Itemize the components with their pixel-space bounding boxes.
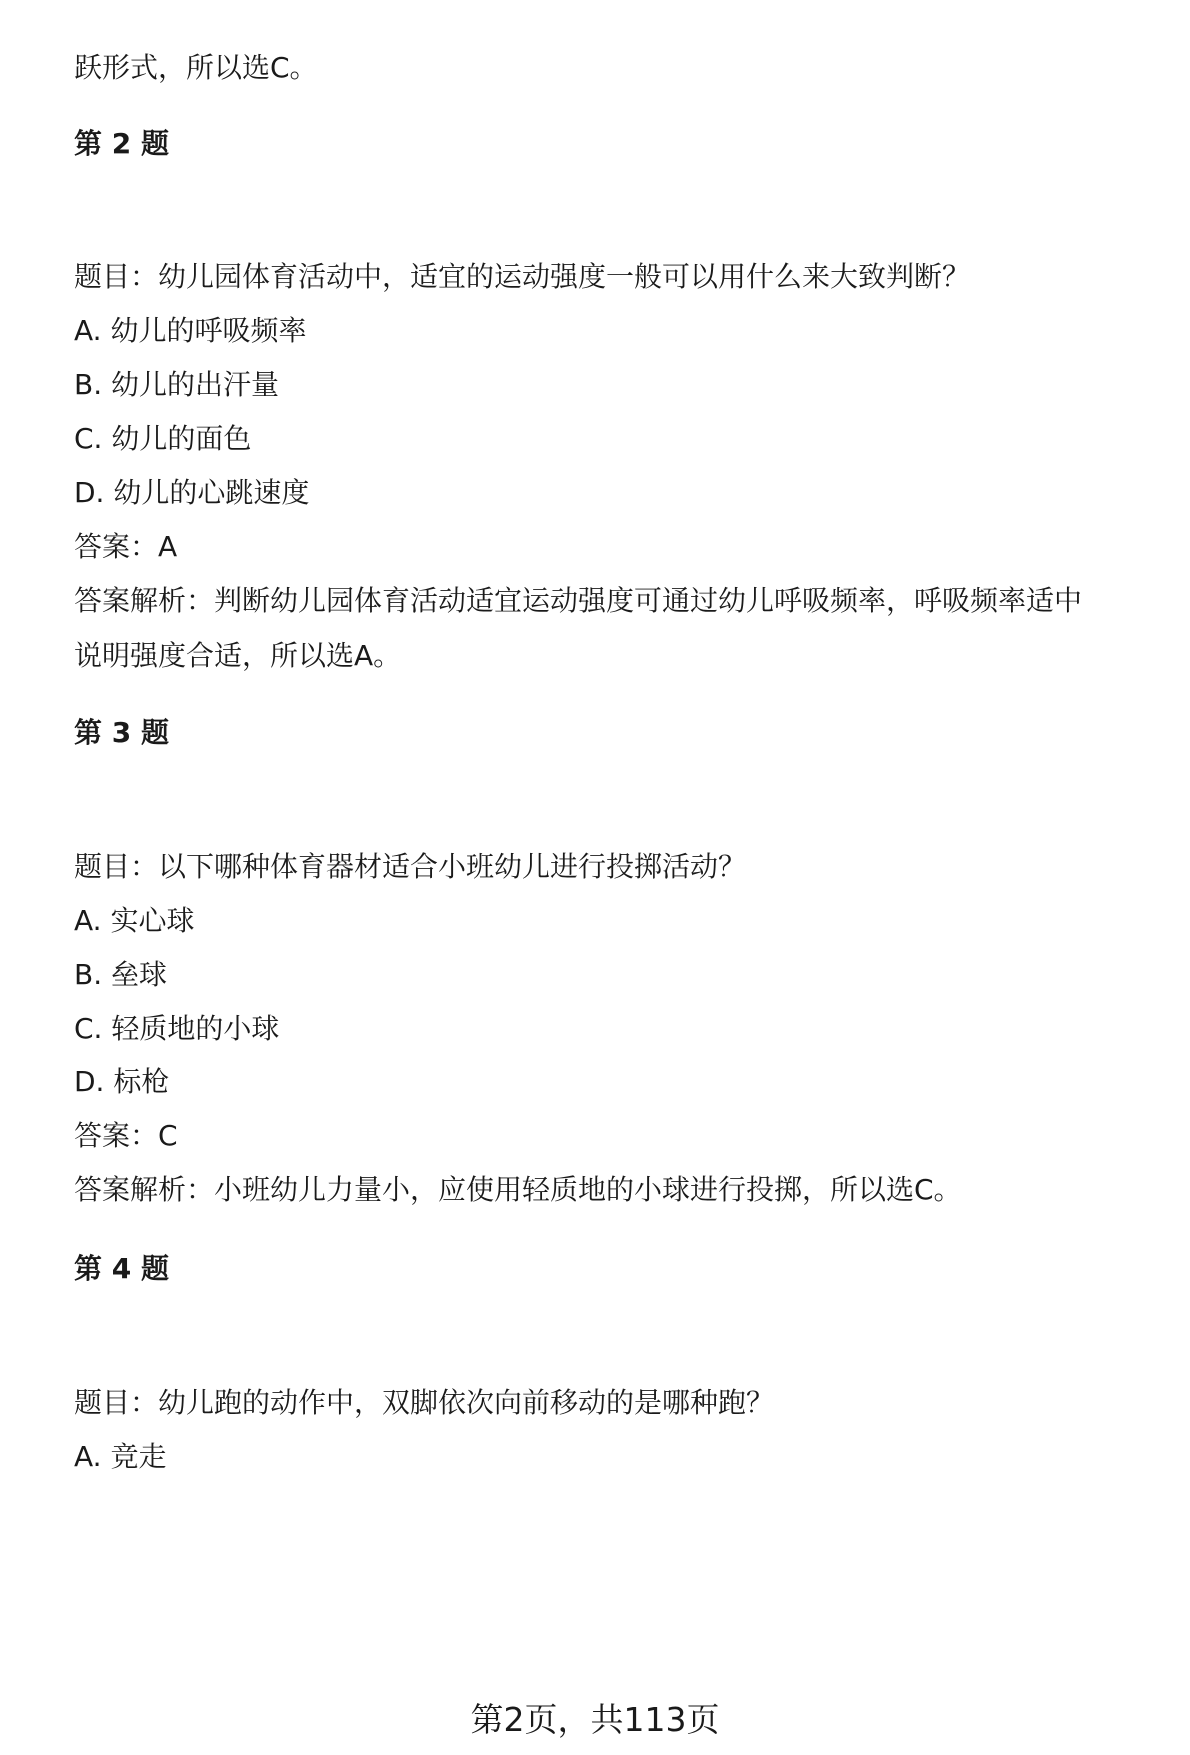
- question-2-answer: 答案：A: [74, 530, 178, 563]
- page-number-footer: 第2页，共113页: [470, 1700, 720, 1739]
- question-3-option-a: A. 实心球: [74, 904, 195, 937]
- question-3-option-d: D. 标枪: [74, 1065, 170, 1098]
- question-2-heading: 第 2 题: [74, 127, 169, 160]
- question-2-option-b: B. 幼儿的出汗量: [74, 368, 280, 401]
- question-3-text: 题目：以下哪种体育器材适合小班幼儿进行投掷活动？: [74, 850, 747, 883]
- question-3-heading: 第 3 题: [74, 716, 169, 749]
- question-4-heading: 第 4 题: [74, 1252, 169, 1285]
- question-2-option-d: D. 幼儿的心跳速度: [74, 476, 310, 509]
- question-3-explanation: 答案解析：小班幼儿力量小，应使用轻质地的小球进行投掷，所以选C。: [74, 1173, 962, 1206]
- continuation-text: 跃形式，所以选C。: [74, 51, 318, 84]
- question-4-option-a: A. 竞走: [74, 1440, 167, 1473]
- question-2-text: 题目：幼儿园体育活动中，适宜的运动强度一般可以用什么来大致判断？: [74, 260, 971, 293]
- question-3-answer: 答案：C: [74, 1119, 178, 1152]
- question-2-explanation-line-2: 说明强度合适，所以选A。: [74, 639, 402, 672]
- question-3-option-b: B. 垒球: [74, 958, 168, 991]
- question-4-text: 题目：幼儿跑的动作中，双脚依次向前移动的是哪种跑？: [74, 1386, 775, 1419]
- question-2-option-a: A. 幼儿的呼吸频率: [74, 314, 307, 347]
- question-3-option-c: C. 轻质地的小球: [74, 1012, 280, 1045]
- question-2-explanation-line-1: 答案解析：判断幼儿园体育活动适宜运动强度可通过幼儿呼吸频率，呼吸频率适中: [74, 584, 1083, 617]
- question-2-option-c: C. 幼儿的面色: [74, 422, 252, 455]
